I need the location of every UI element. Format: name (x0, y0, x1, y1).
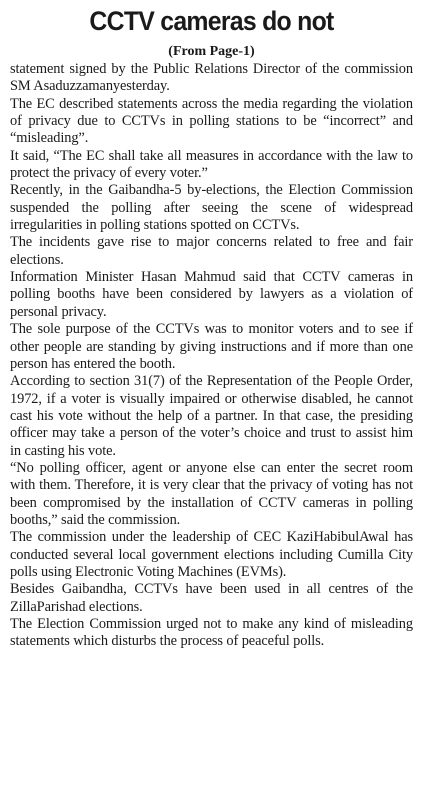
headline: CCTV cameras do not (89, 6, 334, 36)
paragraph: Information Minister Hasan Mahmud said that CCTV cameras in polling booths have been considered by lawyers as a violation of personal privacy. (10, 269, 413, 320)
paragraph: The Election Commission urged not to make any kind of misleading statements which disturbs the process of peaceful polls. (10, 616, 413, 650)
paragraph: “No polling officer, agent or anyone else can enter the secret room with them. Therefore, it is very clear that the privacy of voting has not been compromised by the installation of CCTV cameras in polling booths,” said the commission. (10, 459, 413, 528)
paragraph: The sole purpose of the CCTVs was to monitor voters and to see if other people are standing by giving instructions and if more than one person has entered the booth. (10, 321, 413, 372)
paragraph: Besides Gaibandha, CCTVs have been used in all centres of the ZillaParishad elections. (10, 581, 413, 615)
paragraph: statement signed by the Public Relations Director of the commission SM Asaduzzamanyesterday. (10, 61, 413, 95)
article-body (10, 61, 413, 651)
paragraph: The EC described statements across the media regarding the violation of privacy due to CCTVs in polling stations to be “incorrect” and “misleading”. (10, 95, 413, 147)
paragraph: According to section 31(7) of the Representation of the People Order, 1972, if a voter is visually impaired or otherwise disabled, he cannot cast his vote without the help of a partner. In that case, the presiding officer may take a person of the voter’s choice and trust to assist him in casting his vote. (10, 373, 413, 459)
paragraph: The incidents gave rise to major concerns related to free and fair elections. (10, 234, 413, 268)
paragraph: It said, “The EC shall take all measures in accordance with the law to protect the privacy of every voter.” (10, 147, 413, 182)
paragraph: The commission under the leadership of CEC KaziHabibulAwal has conducted several local government elections including Cumilla City polls using Electronic Voting Machines (EVMs). (10, 529, 413, 580)
jump-line: (From Page-1) (168, 44, 255, 59)
paragraph: Recently, in the Gaibandha-5 by-elections, the Election Commission suspended the polling after seeing the scene of widespread irregularities in polling stations spotted on CCTVs. (10, 182, 413, 234)
